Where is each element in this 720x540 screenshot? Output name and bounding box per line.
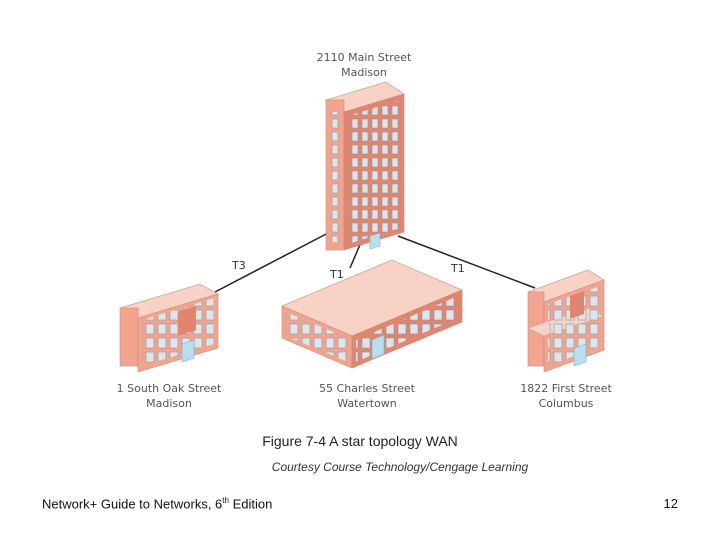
charles-street: 55 Charles Street: [319, 382, 415, 395]
south-oak-street: 1 South Oak Street: [116, 382, 222, 395]
charles-address-label: [292, 381, 442, 411]
first-street-building: [528, 270, 604, 372]
south-oak-city: Madison: [146, 397, 192, 410]
charles-street-building: [282, 260, 462, 368]
footer-title-suffix: Edition: [228, 496, 273, 512]
link-label-t3: T3: [232, 259, 246, 272]
south-oak-address-label: [94, 381, 244, 411]
footer-title-prefix: Network+ Guide to Networks, 6: [42, 496, 223, 512]
hub-street: 2110 Main Street: [316, 51, 412, 64]
first-street-street: 1822 First Street: [520, 382, 612, 395]
first-street-address-label: [491, 381, 641, 411]
page-number: 12: [663, 496, 678, 511]
footer-title-sup: th: [222, 496, 229, 505]
charles-city: Watertown: [337, 397, 397, 410]
footer-book-title: [42, 496, 272, 511]
link-label-t1-center: T1: [330, 268, 344, 281]
figure-credit: Courtesy Course Technology/Cengage Learning: [271, 460, 529, 474]
hub-building: [326, 82, 404, 250]
link-label-t1-right: T1: [451, 262, 465, 275]
hub-city: Madison: [341, 66, 387, 79]
hub-address-label: [289, 50, 439, 80]
first-street-city: Columbus: [538, 397, 594, 410]
south-oak-building: [120, 284, 218, 372]
figure-caption: Figure 7-4 A star topology WAN: [262, 433, 458, 449]
